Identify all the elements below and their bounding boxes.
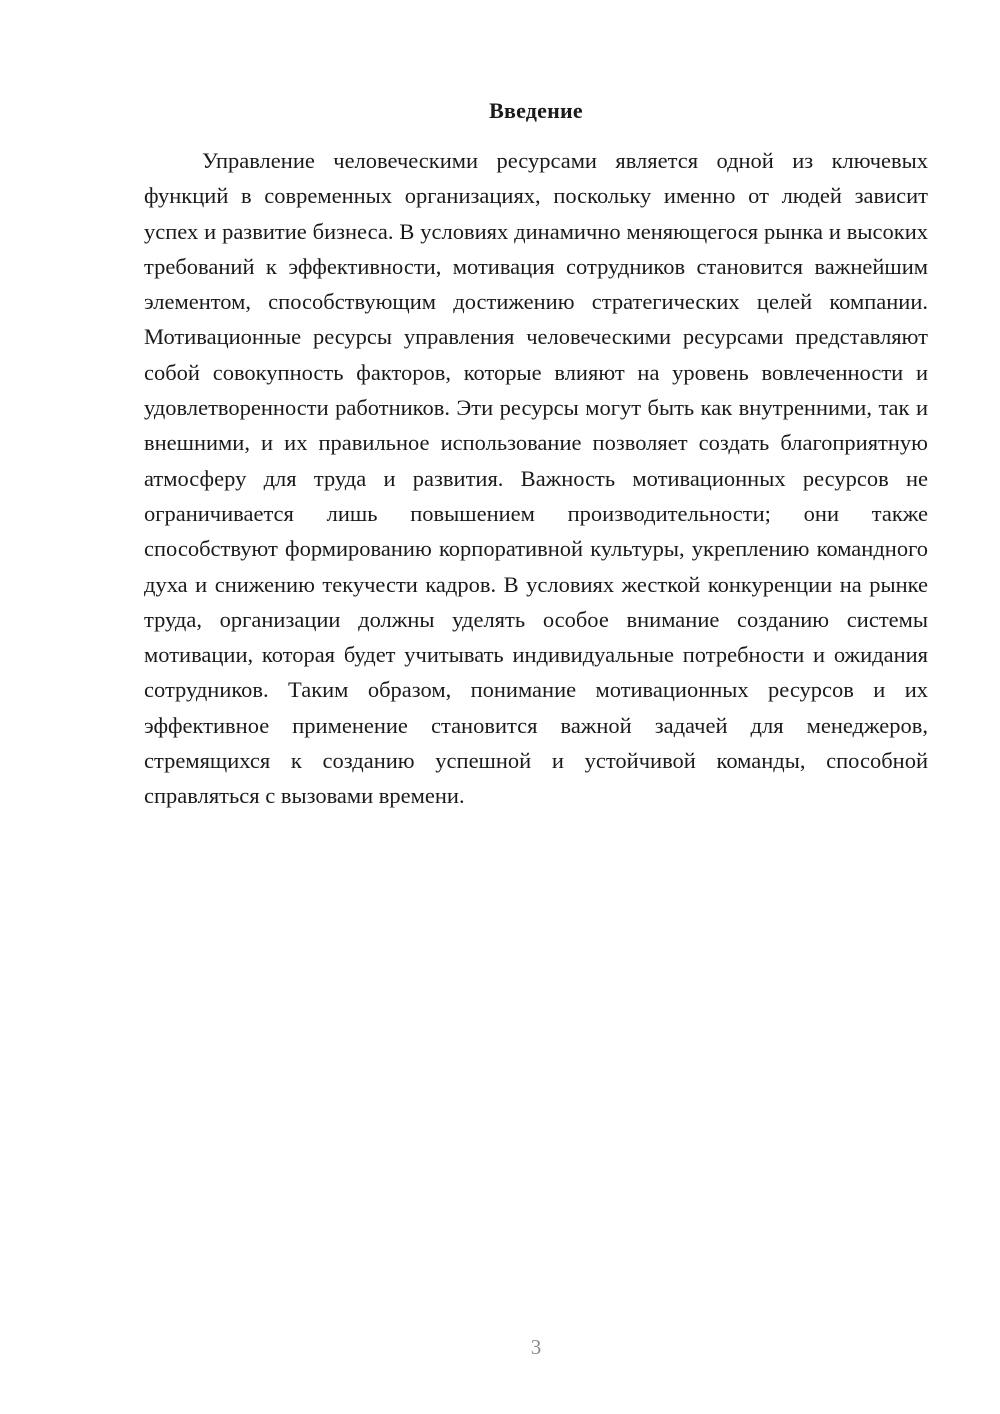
section-heading: Введение — [489, 98, 583, 123]
page-number: 3 — [530, 1335, 542, 1359]
body-paragraph: Управление человеческими ресурсами является одной из ключевых функций в современных организациях, поскольку именно от людей зависит успех и развитие бизнеса. В условиях динамично меняющегося рынка и высоких требований к эффективности, мотивация сотрудников становится важнейшим элементом, способствующим достижению стратегических целей компании. Мотивационные ресурсы управления человеческими ресурсами представляют собой совокупность факторов, которые влияют на уровень вовлеченности и удовлетворенности работников. Эти ресурсы могут быть как внутренними, так и внешними, и их правильное использование позволяет создать благоприятную атмосферу для труда и развития. Важность мотивационных ресурсов не ограничивается лишь повышением производительности; они также способствуют формированию корпоративной культуры, укреплению командного духа и снижению текучести кадров. В условиях жесткой конкуренции на рынке труда, организации должны уделять особое внимание созданию системы мотивации, которая будет учитывать индивидуальные потребности и ожидания сотрудников. Таким образом, понимание мотивационных ресурсов и их эффективное применение становится важной задачей для менеджеров, стремящихся к созданию успешной и устойчивой команды, способной справляться с вызовами времени. — [144, 148, 928, 809]
